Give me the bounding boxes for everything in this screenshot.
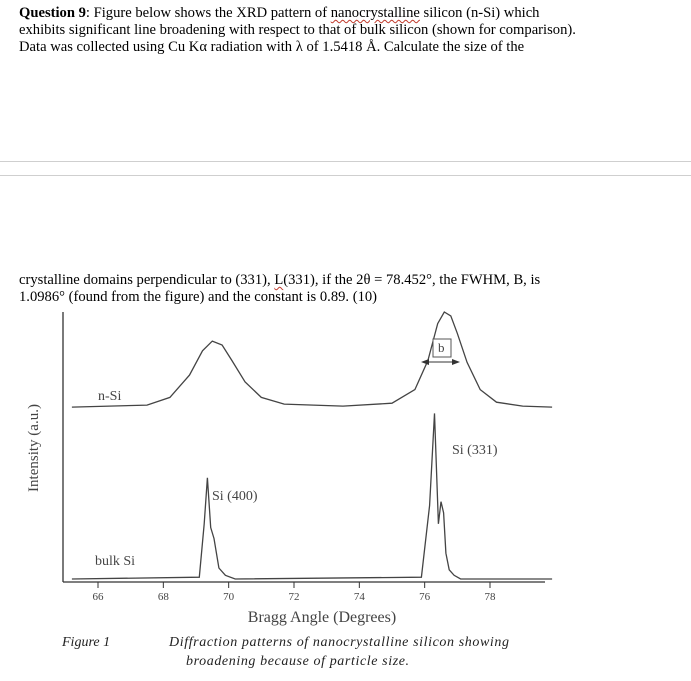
figure-label: Figure 1 <box>62 635 111 650</box>
question-line-4-b: (331), if the 2θ = 78.452°, the FWHM, B, is <box>283 272 541 288</box>
question-line-1-b: silicon (n-Si) which <box>419 5 540 21</box>
x-tick-label-74: 74 <box>353 591 365 603</box>
x-axis-title: Bragg Angle (Degrees) <box>247 609 397 626</box>
x-tick-label-66: 66 <box>92 591 104 603</box>
question-line-1-a: : Figure below shows the XRD pattern of <box>85 5 331 21</box>
x-tick-label-76: 76 <box>419 591 431 603</box>
fwhm-label: b <box>438 340 445 355</box>
series-n-si-line <box>72 312 552 407</box>
si-331-annotation: Si (331) <box>452 443 498 458</box>
question-line-4-a: crystalline domains perpendicular to (331), <box>19 272 275 288</box>
x-tick-label-78: 78 <box>484 591 496 603</box>
question-L-symbol: L <box>274 272 284 288</box>
fwhm-arrow-right <box>452 359 460 365</box>
figure-caption-line-1: Diffraction patterns of nanocrystalline silicon showing <box>169 635 510 650</box>
figure-caption-line-2: broadening because of particle size. <box>186 654 410 669</box>
question-line-2: exhibits significant line broadening with respect to that of bulk silicon (shown for comparison). <box>19 22 576 38</box>
x-ticks <box>98 582 490 588</box>
question-label: Question 9 <box>19 5 86 21</box>
si-400-annotation: Si (400) <box>212 489 258 504</box>
question-term: nanocrystalline <box>330 5 420 21</box>
x-tick-label-68: 68 <box>157 591 169 603</box>
question-line-5: 1.0986° (found from the figure) and the constant is 0.89. (10) <box>19 289 378 305</box>
n-si-label: n-Si <box>98 389 122 404</box>
series-bulk-si-line <box>72 413 552 579</box>
y-axis-title: Intensity (a.u.) <box>26 404 42 492</box>
fwhm-arrow-left <box>421 359 429 365</box>
x-tick-label-70: 70 <box>223 591 235 603</box>
x-tick-labels <box>93 591 497 603</box>
x-tick-label-72: 72 <box>288 591 300 603</box>
bulk-si-label: bulk Si <box>95 554 136 569</box>
question-line-3: Data was collected using Cu Kα radiation with λ of 1.5418 Å. Calculate the size of the <box>19 39 525 55</box>
